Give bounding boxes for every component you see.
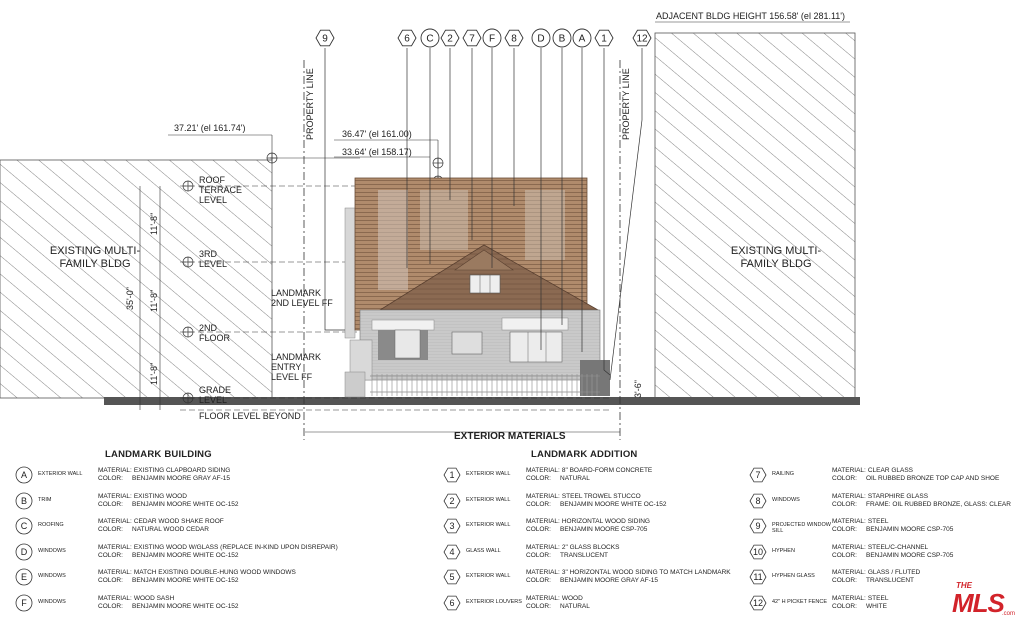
material-key: MATERIAL: <box>526 492 560 500</box>
color-value: BENJAMIN MOORE WHITE OC-152 <box>132 602 239 610</box>
material-category: WINDOWS <box>38 573 66 579</box>
material-category: TRIM <box>38 496 52 503</box>
existing-bldg-left-label: EXISTING MULTI-FAMILY BLDG <box>49 245 141 270</box>
material-tag <box>16 569 32 585</box>
material-key: MATERIAL: <box>526 518 560 525</box>
material-key: MATERIAL: <box>98 518 132 525</box>
material-tag-label: 2 <box>449 495 455 506</box>
material-tag-label: B <box>20 495 27 506</box>
existing-bldg-right-label: EXISTING MULTI-FAMILY BLDG <box>730 245 822 270</box>
material-tag <box>750 544 766 560</box>
color-value: BENJAMIN MOORE CSP-705 <box>866 526 954 533</box>
material-tag <box>444 544 460 560</box>
dim-h2: 33.64' (el 158.17) <box>342 147 412 157</box>
exterior-materials-title: EXTERIOR MATERIALS <box>454 431 566 442</box>
callout-d <box>532 29 550 47</box>
dim-fence: 3'-6" <box>633 380 643 398</box>
material-spec <box>832 595 888 611</box>
callout-a <box>573 29 591 47</box>
dim-total: 35'-0" <box>125 287 135 310</box>
callout-1 <box>595 30 613 46</box>
material-key: MATERIAL: <box>98 594 132 602</box>
material-category: EXTERIOR WALL <box>466 496 511 503</box>
existing-building-right <box>655 33 855 398</box>
material-category: HYPHEN GLASS <box>772 573 815 579</box>
material-spec <box>526 595 590 611</box>
material-category: RAILING <box>772 471 795 477</box>
material-row <box>444 569 731 585</box>
material-tag-label: 12 <box>752 597 763 608</box>
material-value: STEEL/C-CHANNEL <box>867 543 929 551</box>
material-tag <box>750 467 766 483</box>
color-value: NATURAL <box>560 475 590 482</box>
material-value: STEEL <box>867 518 889 525</box>
material-spec <box>526 493 667 509</box>
color-value: BENJAMIN MOORE GRAY AF-15 <box>132 475 231 482</box>
material-row <box>750 569 920 585</box>
material-spec <box>832 544 953 560</box>
material-category: EXTERIOR WALL <box>38 471 83 477</box>
material-tag <box>444 518 460 534</box>
callout-label: 6 <box>404 33 410 45</box>
material-category: WINDOWS <box>38 547 66 554</box>
material-row <box>16 544 338 560</box>
color-key: COLOR: <box>832 577 857 584</box>
material-row <box>750 544 953 560</box>
material-category: 42" H PICKET FENCE <box>772 598 828 605</box>
material-key: MATERIAL: <box>832 569 866 576</box>
callout-12 <box>633 30 651 46</box>
svg-text:MLS: MLS <box>952 588 1004 618</box>
callout-f <box>483 29 501 47</box>
material-spec <box>526 544 619 560</box>
material-tag <box>444 569 460 585</box>
material-tag <box>444 467 460 483</box>
material-spec <box>526 467 652 483</box>
material-category: HYPHEN <box>772 547 795 554</box>
material-value: STEEL TROWEL STUCCO <box>561 492 641 500</box>
material-tag-label: 4 <box>449 546 455 557</box>
material-row <box>16 493 239 509</box>
material-tag <box>16 518 32 534</box>
callout-c <box>421 29 439 47</box>
callout-9 <box>316 30 334 46</box>
callout-label: 12 <box>636 33 648 45</box>
material-tag-label: D <box>20 546 28 557</box>
callout-2 <box>441 30 459 46</box>
level-floor-beyond: FLOOR LEVEL BEYOND <box>199 411 301 421</box>
callout-label: D <box>537 33 545 45</box>
property-line-left: PROPERTY LINE <box>305 68 315 140</box>
color-value: FRAME: OIL RUBBED BRONZE, GLASS: CLEAR <box>866 500 1011 508</box>
landmark-building-title: LANDMARK BUILDING <box>105 449 212 460</box>
color-value: BENJAMIN MOORE GRAY AF-15 <box>560 577 659 584</box>
material-key: MATERIAL: <box>98 467 132 474</box>
material-category: EXTERIOR WALL <box>466 522 511 528</box>
material-row <box>750 595 888 611</box>
color-value: BENJAMIN MOORE WHITE OC-152 <box>132 577 239 584</box>
color-key: COLOR: <box>832 475 857 482</box>
color-key: COLOR: <box>832 602 857 610</box>
material-tag-label: E <box>20 572 27 582</box>
material-value: CEDAR WOOD SHAKE ROOF <box>133 518 224 525</box>
color-key: COLOR: <box>98 551 123 559</box>
material-spec <box>98 518 224 534</box>
color-key: COLOR: <box>526 577 551 584</box>
material-row <box>16 595 239 611</box>
material-spec <box>526 518 650 534</box>
material-value: 3" HORIZONTAL WOOD SIDING TO MATCH LANDMARK <box>561 569 731 576</box>
mls-logo <box>950 578 1020 618</box>
color-value: BENJAMIN MOORE CSP-705 <box>560 526 648 533</box>
material-row <box>444 544 619 560</box>
material-key: MATERIAL: <box>832 492 866 500</box>
material-tag-label: A <box>20 470 27 480</box>
material-tag <box>16 493 32 509</box>
material-spec <box>832 493 1011 509</box>
material-key: MATERIAL: <box>526 467 560 474</box>
material-row <box>444 518 650 534</box>
material-category: WINDOWS <box>38 598 66 605</box>
material-key: MATERIAL: <box>526 569 560 576</box>
material-tag-label: C <box>20 521 28 531</box>
material-tag-label: F <box>21 597 27 608</box>
svg-text:.com: .com <box>1002 611 1016 617</box>
material-tag <box>16 544 32 560</box>
material-row <box>444 493 667 509</box>
material-spec <box>98 595 239 611</box>
color-key: COLOR: <box>526 500 551 508</box>
color-value: BENJAMIN MOORE WHITE OC-152 <box>132 500 239 508</box>
color-key: COLOR: <box>98 526 123 533</box>
material-tag <box>444 595 460 611</box>
material-spec <box>832 518 953 534</box>
color-value: WHITE <box>866 602 887 610</box>
color-value: BENJAMIN MOORE WHITE OC-152 <box>132 551 239 559</box>
material-tag-label: 8 <box>755 495 761 506</box>
material-tag <box>444 493 460 509</box>
callout-b <box>553 29 571 47</box>
material-spec <box>98 544 338 560</box>
property-line-right: PROPERTY LINE <box>621 68 631 140</box>
material-spec <box>98 467 230 483</box>
color-key: COLOR: <box>526 475 551 482</box>
callout-6 <box>398 30 416 46</box>
material-tag <box>16 467 32 483</box>
color-value: TRANSLUCENT <box>866 577 915 584</box>
material-category: GLASS WALL <box>466 547 501 554</box>
material-spec <box>832 569 920 585</box>
material-row <box>444 595 590 611</box>
color-value: NATURAL WOOD CEDAR <box>132 526 209 533</box>
material-key: MATERIAL: <box>98 543 132 551</box>
material-key: MATERIAL: <box>832 594 866 602</box>
material-key: MATERIAL: <box>98 569 132 576</box>
level-third: 3RD LEVEL <box>199 249 228 269</box>
callout-label: F <box>488 33 496 45</box>
material-value: WOOD <box>561 594 583 602</box>
callout-8 <box>505 30 523 46</box>
material-category: WINDOWS <box>772 496 800 503</box>
dim-seg2: 11'-8" <box>149 289 159 312</box>
material-key: MATERIAL: <box>526 594 560 602</box>
callout-label: A <box>578 33 586 45</box>
callout-label: B <box>558 33 566 45</box>
material-category: EXTERIOR WALL <box>466 573 511 579</box>
material-tag-label: 6 <box>449 597 455 608</box>
dim-seg1: 11'-8" <box>149 212 159 235</box>
material-category: ROOFING <box>38 522 64 528</box>
dim-seg3: 11'-8" <box>149 362 159 385</box>
material-category: EXTERIOR WALL <box>466 471 511 477</box>
level-roof-terrace: ROOF TERRACE LEVEL <box>199 175 243 205</box>
color-value: BENJAMIN MOORE WHITE OC-152 <box>560 500 667 508</box>
callout-label: 2 <box>447 33 453 45</box>
material-value: WOOD SASH <box>133 594 175 602</box>
material-tag-label: 1 <box>449 470 455 480</box>
material-tag-label: 7 <box>755 470 761 480</box>
color-value: NATURAL <box>560 602 590 610</box>
adjacent-height: ADJACENT BLDG HEIGHT 156.58' (el 281.11') <box>656 11 846 21</box>
material-tag <box>750 595 766 611</box>
color-key: COLOR: <box>832 526 857 533</box>
material-category: PROJECTED WINDOW SILL <box>772 522 831 534</box>
material-row <box>444 467 652 483</box>
material-value: GLASS / FLUTED <box>867 569 921 576</box>
material-category: EXTERIOR LOUVERS <box>466 598 522 605</box>
material-key: MATERIAL: <box>526 543 560 551</box>
color-key: COLOR: <box>98 475 123 482</box>
color-value: TRANSLUCENT <box>560 551 609 559</box>
material-tag-label: 11 <box>753 572 763 582</box>
color-key: COLOR: <box>832 551 857 559</box>
svg-text:THE: THE <box>956 581 972 590</box>
color-key: COLOR: <box>98 602 123 610</box>
callout-label: 9 <box>322 33 328 45</box>
material-value: EXISTING WOOD W/GLASS (REPLACE IN-KIND UPON DISREPAIR) <box>133 543 338 551</box>
level-grade: GRADE LEVEL <box>199 385 232 405</box>
material-row <box>750 518 953 534</box>
material-value: HORIZONTAL WOOD SIDING <box>561 518 650 525</box>
material-tag <box>750 518 766 534</box>
material-tag <box>750 569 766 585</box>
material-value: MATCH EXISTING DOUBLE-HUNG WOOD WINDOWS <box>133 569 296 576</box>
level-landmark-2nd: LANDMARK 2ND LEVEL FF <box>271 288 333 308</box>
callout-label: 1 <box>601 33 607 45</box>
color-value: OIL RUBBED BRONZE TOP CAP AND SHOE <box>866 475 1000 482</box>
color-key: COLOR: <box>832 500 857 508</box>
dim-h1: 36.47' (el 161.00) <box>342 129 412 139</box>
material-value: CLEAR GLASS <box>867 467 914 474</box>
material-tag <box>16 595 32 611</box>
material-value: STARPHIRE GLASS <box>867 492 929 500</box>
color-value: BENJAMIN MOORE CSP-705 <box>866 551 954 559</box>
callout-7 <box>463 30 481 46</box>
material-value: EXISTING WOOD <box>133 492 187 500</box>
material-value: 8" BOARD-FORM CONCRETE <box>561 467 653 474</box>
material-key: MATERIAL: <box>832 543 866 551</box>
material-spec <box>98 493 239 509</box>
existing-building-left <box>0 160 272 398</box>
material-spec <box>98 569 296 585</box>
callout-label: C <box>426 33 434 45</box>
material-tag-label: 10 <box>752 546 763 557</box>
color-key: COLOR: <box>526 602 551 610</box>
material-row <box>750 467 999 483</box>
level-landmark-entry: LANDMARK ENTRY LEVEL FF <box>271 352 322 382</box>
material-tag-label: 5 <box>449 572 455 582</box>
material-key: MATERIAL: <box>832 467 866 474</box>
material-key: MATERIAL: <box>832 518 866 525</box>
material-spec <box>832 467 999 483</box>
material-row <box>16 467 230 483</box>
landmark-addition-title: LANDMARK ADDITION <box>531 449 638 460</box>
material-key: MATERIAL: <box>98 492 132 500</box>
material-value: 2" GLASS BLOCKS <box>561 543 620 551</box>
material-row <box>16 518 224 534</box>
color-key: COLOR: <box>98 500 123 508</box>
material-row <box>750 493 1011 509</box>
material-value: EXISTING CLAPBOARD SIDING <box>133 467 231 474</box>
material-row <box>16 569 296 585</box>
dim-left-height: 37.21' (el 161.74') <box>174 123 246 133</box>
callout-label: 8 <box>511 33 517 45</box>
color-key: COLOR: <box>526 526 551 533</box>
callout-label: 7 <box>469 33 475 45</box>
material-spec <box>526 569 731 585</box>
color-key: COLOR: <box>526 551 551 559</box>
material-value: STEEL <box>867 594 889 602</box>
material-tag-label: 9 <box>755 521 761 531</box>
level-second: 2ND FLOOR <box>199 323 231 343</box>
color-key: COLOR: <box>98 577 123 584</box>
material-tag <box>750 493 766 509</box>
material-tag-label: 3 <box>449 521 455 531</box>
